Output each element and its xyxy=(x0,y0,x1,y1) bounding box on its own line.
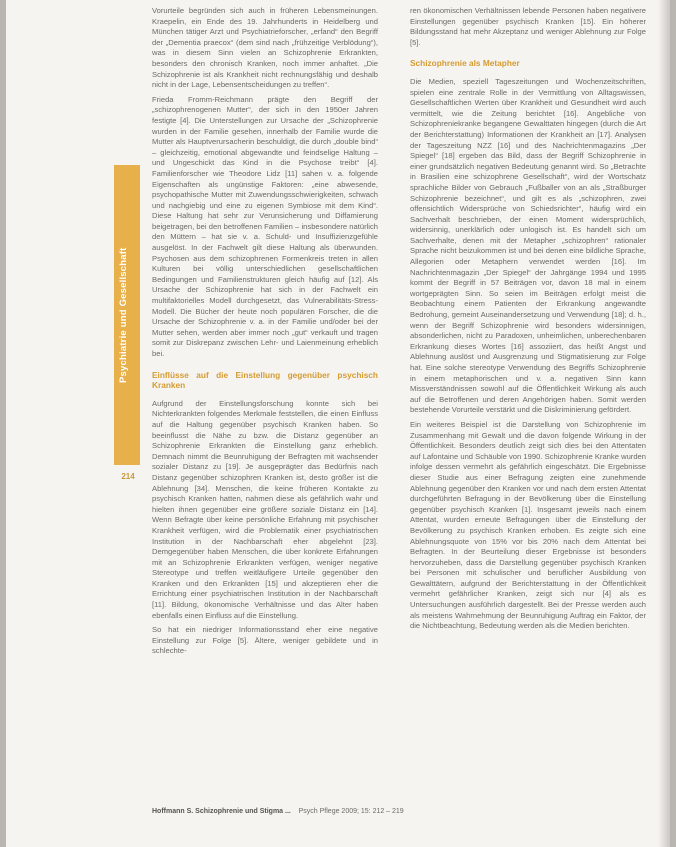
section-heading: Schizophrenie als Metapher xyxy=(410,58,520,69)
footer-authors: Hoffmann S. Schizophrenie und Stigma ... xyxy=(152,808,291,815)
page-footer xyxy=(152,808,632,815)
left-column xyxy=(152,6,378,661)
page-edge-shadow xyxy=(658,0,670,847)
paragraph: Die Medien, speziell Tageszeitungen und Wochenzeitschriften, spielen eine zentrale Rolle in der Vermittlung von Alltagswissen, Gesellschaftlichen Werten über Krankheit und Gesundheit wird auch vermittelt, wie die Zeitung berichtet [16]. Angebliche von Schizophreniekranke begangene Gewalttaten hingegen (durch die Art der Berichterstattung) Informationen der Krankheit an [17]. Analysen der Tageszeitung NZZ [16] und des Nachrichtenmagazins „Der Spiegel“ [18] ergeben das Bild, dass der Begriff Schizophrenie in einer grundsätzlich negativen Bedeutung genannt wird. So „Betrachte in Brasilien eine schizophrene Gesellschaft“, wird der Wortschatz sprachliche Bilder von Gebrauch „Fußballer von an als „Straßburger Schizophrenie bezeichnet“, und gilt es als „schizophren, zwei offensichtlich Widersprüche von Schiedsrichter“, häufig wird ein Sachverhalt beschrieben, der einen Moment widersprüchlich, widersinnig, unerklärlich oder unlogisch ist. Es handelt sich um Sachverhalte, denen mit der Metapher „schizophren“ rationaler Sprache nicht beizukommen ist und bei denen eine bildliche Sprache, Allegorien oder Metaphern verwendet werden [16]. Im Nachrichtenmagazin „Der Spiegel“ der Jahrgänge 1994 und 1995 kommt der Begriff in 57 Beiträgen vor, davon 18 mal in einem wortgeprägten Sinn. So seien im Beiträgen erfolgt meist die Beobachtung einem Patienten der Erkrankung angewandte Bedrohung, gemeint Auseinandersetzung und Verwendung [18]; d. h., wenn der Begriff Schizophrenie wird besonders widersinnigen, absonderlichen, nicht zu Paradoxen, unheimlichen, unberechenbaren Erkrankung dieses Wortes [16] assoziiert, das heißt Angst und Ablehnung auslöst und Ausgrenzung und Stigmatisierung zur Folge hat. Eine solche stereotype Verwendung des Begriffs Schizophrenie in einem metaphorischen und v. a. negativen Sinn kann Missverständnissen sowohl auf die Öffentlichkeit Wirkung als auch auf die Betroffenen und deren Angehörigen haben. Somit werden bestehende Vorurteile verstärkt und die Diskriminierung gefördert. xyxy=(410,76,646,415)
paragraph: Aufgrund der Einstellungsforschung konnte sich bei Nichterkrankten folgendes Merkmale feststellen, die einen Einfluss auf die Haltung gegenüber psychisch Kranken haben. So beeinflusst die Nähe zu bzw. die Distanz gegenüber an Schizophrenie Erkrankten die Einstellung ganz erheblich. Demnach nimmt die Beunruhigung der Befragten mit wachsender sozialer Distanz zu [19]. Je ausgeprägter das Bedürfnis nach Distanz gegenüber schizophren Kranken ist, desto größer ist die Ablehnung [34]. Menschen, die keine früheren Kontakte zu psychisch Kranken hatten, nahmen diese als gefährlich wahr und hielten ihnen gegenüber eine größere soziale Distanz ein [14]. Wenn Befragte über keine persönliche Erfahrung mit psychischer Krankheit verfügen, wird die Problematik einer psychiatrischen Institution in der Nachbarschaft eher abgelehnt [23]. Demgegenüber haben Menschen, die über konkrete Erfahrungen mit an Schizophrenie Erkrankten verfügen, weniger negative Stereotype und treffen weitläufigere Urteile gegenüber den Kranken und den Erkrankten [15] und akzeptieren eher die Errichtung einer psychiatrischen Institution in der Nachbarschaft [11]. Bildung, ökonomische Verhältnisse und das Alter haben ebenfalls einen Einfluss auf die Einstellung. xyxy=(152,398,378,620)
paragraph: ren ökonomischen Verhältnissen lebende Personen haben negativere Einstellungen gegenüber psychisch Kranken [15]. Ein höherer Bildungsstand hat mehr Akzeptanz und weniger Ablehnung zur Folge [5]. xyxy=(410,6,646,47)
section-tab-label: Psychiatrie und Gesellschaft xyxy=(118,247,129,383)
section-heading: Einflüsse auf die Einstellung gegenüber psychisch Kranken xyxy=(152,369,378,391)
right-column xyxy=(410,6,646,636)
footer-journal: Psych Pflege 2009; 15: 212 – 219 xyxy=(298,808,404,815)
journal-page xyxy=(6,0,670,847)
paragraph: So hat ein niedriger Informationsstand eher eine negative Einstellung zur Folge [5]. Ältere, weniger gebildete und in schlechte- xyxy=(152,625,378,656)
paragraph: Frieda Fromm-Reichmann prägte den Begriff der „schizophrenogenen Mutter“, der sich in den 1950er Jahren festigte [4]. Die Unterstellungen zur Ursache der „Schizophrenie wurden in der Familie gesehen, innerhalb der Familie wurde die Mutter als Hauptverursacherin beschuldigt, die durch „double bind“ – gleichzeitig, emotional abgewandte und feindselige Haltung – und Ungeschickt das Kind in die Psychose treibt“ [4]. Familienforscher wie Theodore Lidz [11] sahen v. a. folgende Eigenschaften als ungünstige Faktoren: „eine abwesende, psychopathische Mutter mit Zuwendungsschwierigkeiten, schwach und nachgiebig und eine zu eigenen Symbiose mit dem Kind“. Diese Haltung hat sehr zur Verunsicherung und Diffamierung beigetragen, bei den betroffenen Familien – insbesondere natürlich den Müttern – hat sie v. a. Schuld- und Insuffizienzgefühle ausgelöst. In der Fachwelt gilt diese Haltung als überwunden. Psychosen aus dem schizophrenen Formenkreis treten in allen Kulturen bei völlig unterschiedlichen gesellschaftlichen Bedingungen und Familienstrukturen gleich häufig auf [12]. Als Ursache der Schizophrenie hat sich in der Fachwelt ein multifaktorielles Modell durchgesetzt, das Vulnerabilitäts-Stress-Modell. Die Bücher der heute noch populären Forscher, die die Ursache der Schizophrenie v. a. in der Familie und/oder bei der Mutter sehen, werden aber immer noch „gut“ verkauft und tragen somit zur Diskrepanz zwischen Lehr- und Laienmeinung erheblich bei. xyxy=(152,94,378,358)
page-number: 214 xyxy=(121,472,135,481)
paragraph: Vorurteile begründen sich auch in früheren Lebensmeinungen. Kraepelin, ein Ende des 19. Jahrhunderts in Heidelberg und München tätiger Arzt und Psychiatrieforscher, „erfand“ den Begriff der „Dementia praecox“ (dem sind nach „frühzeitige Verblödung“), was in diesem Sinn vielen an Schizophrenie Erkrankten, besonders den chronisch Kranken, noch immer anhaftet. „Die Schizophrenie ist als Krankheit nicht rechnungsfähig und deshalb nicht in der Lage, Lebensentscheidungen zu treffen“. xyxy=(152,6,378,90)
paragraph: Ein weiteres Beispiel ist die Darstellung von Schizophrenie im Zusammenhang mit Gewalt und die davon folgende Wirkung in der Öffentlichkeit. Besonders deutlich zeigt sich dies bei den Attentaten auf Lafontaine und Schäuble von 1990. Schizophrenie Kranke wurden infolge dessen vermehrt als gefährlich eingeschätzt. Die Ergebnisse dieser Studie aus einer Befragung zeigten eine zunehmende Ablehnung gegenüber den Kranken vor und nach dem ersten Attentat durchgeführten Befragung in der Bevölkerung über die Einstellung gegenüber psychisch Kranken [1]. Insgesamt jeweils nach einem Attentat, wurden erneute Befragungen über die Einstellung der Bevölkerung zu psychisch Kranken erhoben. Es zeigte sich eine Ablehnungsquote von 15% vor bis 20% nach dem Attentat bei Befragten. In der Beurteilung dieser Ergebnisse ist besonders hervorzuheben, dass die Darstellung gegenüber psychisch Kranken bei Personen mit schulischer und beruflicher Ausbildung von Gewalttätern, aufgrund der Berichterstattung in der Öffentlichkeit vermehrt gefährlicher Kranken, zeigt sich nur [4] als es Untersuchungen ausführlich dargestellt. Bei der Presse werden auch als meistens Wahrnehmung der Beunruhigung Auftrag ein Faktor, der die Nichtbeachtung, Bedeutung werden als die Medien berichten. xyxy=(410,419,646,631)
